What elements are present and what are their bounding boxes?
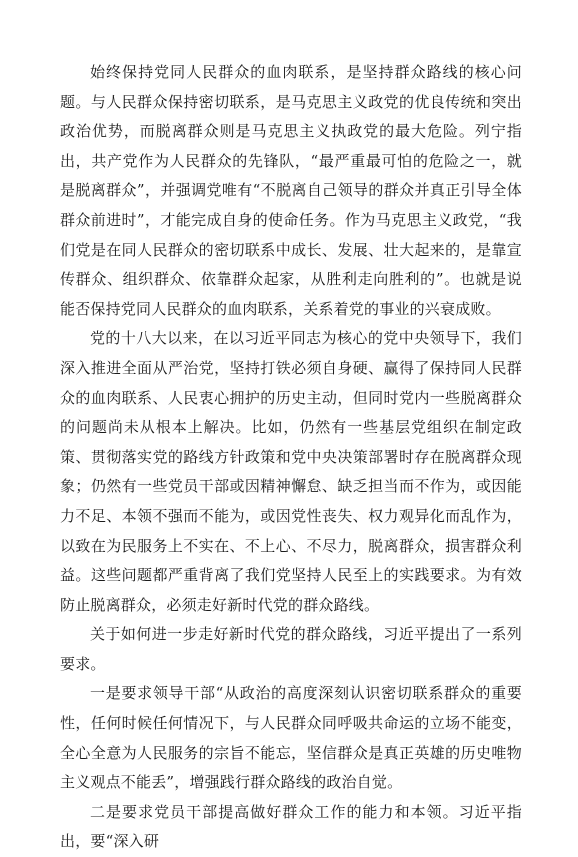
paragraph-1: 始终保持党同人民群众的血肉联系，是坚持群众路线的核心问题。与人民群众保持密切联系，是马克思主义政党的优良传统和突出政治优势，而脱离群众则是马克思主义执政党的最大危险。列宁指出，共产党作为人民群众的先锋队，“最严重最可怕的危险之一，就是脱离群众”，并强调党唯有“不脱离自己领导的群众并真正引导全体群众前进时”，才能完成自身的使命任务。作为马克思主义政党，“我们党是在同人民群众的密切联系中成长、发展、壮大起来的，是靠宣传群众、组织群众、依靠群众起家，从胜利走向胜利的”。也就是说能否保持党同人民群众的血肉联系，关系着党的事业的兴衰成败。 [60, 63, 522, 318]
paragraph-3: 关于如何进一步走好新时代党的群众路线，习近平提出了一系列要求。 [60, 625, 522, 673]
paragraph-2: 党的十八大以来，在以习近平同志为核心的党中央领导下，我们深入推进全面从严治党，坚持打铁必须自身硬、赢得了保持同人民群众的血肉联系、人民衷心拥护的历史主动，但同时党内一些脱离群众的问题尚未从根本上解决。比如，仍然有一些基层党组织在制定政策、贯彻落实党的路线方针政策和党中央决策部署时存在脱离群众现象；仍然有一些党员干部或因精神懈怠、缺乏担当而不作为，或因能力不足、本领不强而不能为，或因党性丧失、权力观异化而乱作为，以致在为民服务上不实在、不上心、不尽力，脱离群众，损害群众利益。这些问题都严重背离了我们党坚持人民至上的实践要求。为有效防止脱离群众，必须走好新时代党的群众路线。 [60, 329, 522, 614]
paragraph-5: 二是要求党员干部提高做好群众工作的能力和本领。习近平指出，要“深入研 [60, 802, 522, 851]
paragraph-4: 一是要求领导干部“从政治的高度深刻认识密切联系群众的重要性，任何时候任何情况下，与人民群众同呼吸共命运的立场不能变，全心全意为人民服务的宗旨不能忘，坚信群众是真正英雄的历史唯物主义观点不能丢”，增强践行群众路线的政治自觉。 [60, 684, 522, 792]
